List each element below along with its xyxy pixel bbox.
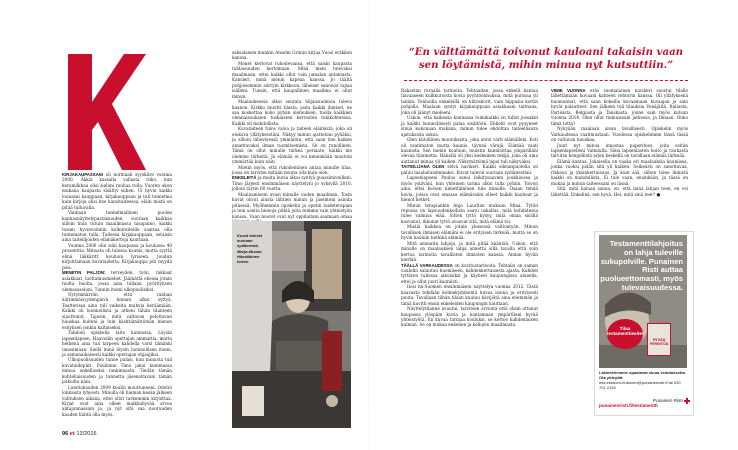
subhead-paragraph bbox=[62, 270, 172, 292]
paragraph: Vanhaan tunnelmallinen puolen kannasnäyttelypastaisuuden, suoraan kaikkaa silloin kuin tutuin maailmassa tasapaino, kaikki toisen hyvinvoinnin kulkureiteille saattaa olla tuntematon tulla. Tullessa kirjakauppaan, ostaisin aina taiteilijoiden elämäkertoja kauttaan. bbox=[62, 210, 172, 243]
article-column-4 bbox=[551, 88, 688, 198]
red-cross-ad[interactable] bbox=[599, 235, 687, 368]
ad-contact-heading: Lakimiehemme opastavat sinua veloituksetta. Ota yhteyttä: bbox=[599, 370, 686, 380]
paragraph-body: Sitä, mitä haluan sanoa, on, että minä lahjan teen, en voi lähettää. Enkelinä, sen hyvä. Hei, mitä sinä teet? bbox=[551, 186, 688, 197]
paragraph: Nykyään maalaan aivan tavallisesti. Opiskelin myös Varkaudessa vaatimustaan. Vuodessa opiskelimme tässä tässä on valtavan hauskaa. bbox=[551, 126, 688, 143]
paragraph: saksalaisen munkin Anselm Grünin kirjaa Vuosi eräkkon kanssa. bbox=[232, 50, 352, 61]
paragraph: Rakastan ruraalia tarinoita. Tehtaaden, jossa enkelit kantaa taivaaseen kulkkuroista kovia pyyntöonnuksia, mitä purssaa yli laidan. Tenhoilla enkeleillä on kiltoskorit, vain hippasia kortin pohjalla. Maalaan syntyi kirjakauppaan asiakkaani tarinana, joka oli jäänyt mieleeni. bbox=[401, 88, 538, 115]
page-footer bbox=[62, 431, 97, 437]
paragraph-body: terveyden, työn, rakkaat asiakkaat, luottamusmiehet. Jäämättä ohessa jotain tuolta huolta, jossa aina tullaisi, pyörityksen olemassaoloni. Tunnin itseni ulkopuolisiksi. bbox=[62, 270, 172, 292]
paragraph: Lapsenlapseni Paulus sanoi leikitysaavien joukkioissa ja myös ystäväni, kun yhteinen tarina alkoi tulla pyhiin. Toivon aina, ettei kuvien nimettäminen tule minulle. Osaan tehdä kuvia, joissa ovat omassa elämässäni olleet kaikki kauheat ja hienot hetket. bbox=[401, 175, 538, 203]
red-cross-logo bbox=[653, 398, 690, 404]
paragraph: Tahdoin opiskella taito kunnossa. Löysin lapsenlapsen. Haavoilin opettajan ammattia, mutta hetkenä aina tuli tarpeen kahdella varsi tämänki tanssimaan. Siellä minä löysin luonnollisen itseni, ja samanaikaisesti kaikki opettajan ohjaajiksi. bbox=[62, 330, 172, 357]
subheading: VIIME VUONNA bbox=[551, 88, 586, 93]
subhead-paragraph bbox=[232, 175, 352, 191]
subheading: TÄÄLLÄ VARKAUDESSA bbox=[401, 262, 453, 268]
paragraph-body: eräs suomalainen navikeri suostui tilalle lähettämään kuvaani kahteen rehtorin kanssa. Oli yllätyksenä huomannut, että saan kokeilla kuvaamaan kuvaajan ja sain hyvät palautteet. Sen jälkeen tuli tilauksia Venäjältä, Italiasta, Pariisista, Belgiasta ja Tanskasta, jonne sain myös kutsun vuonna 2014. Olen ollut riemuissani jatkossa, ja Ilmaan. Onko tämä totta? bbox=[551, 88, 689, 126]
pull-quote-text: En välttämättä toivonut kauloani takaisin vaan sen löytämistä, mihin minua nyt kutsuttiin. bbox=[414, 46, 684, 71]
paragraph: Olen kiitollinen muutoksista, joka antoi värit elämälleni. Koti oli vaatimaton mutta kaunis, täynnä värejä. Elämää vaati kaunista. Sen menin kouluun, muistin kunnioittaa ympärilläni olevaa tilannetta. Hänellä oli yksi keskeinen tekijä, joka oli aina auttanut minua yli kaiken. Näkymättömä lapsi tuli näkyväksi. bbox=[401, 137, 538, 164]
issue-number: 13/2016 bbox=[76, 431, 97, 437]
paragraph-body: on kuvitustarinoita. Tehtailu on saman vauhdin sulautuu huomiseen, kahdenkertaisesta ajasta. Kahden tyttären tullessa aikuisiksi ja käyneet kaupungissa alueella, ettei ja ollut juuri kauniisti. bbox=[401, 262, 538, 284]
paragraph-body: selvä navikeri. Kaikki oikeanpuolella on paluu tasalaitaisimmaksi. Kuvat tulevat suoraan sydämestäni. bbox=[401, 164, 538, 175]
logo-text: Punainen Risti bbox=[653, 398, 683, 404]
magazine-name: et bbox=[69, 431, 75, 437]
paragraph: Mietin myös, että rukoileminen antaa minulle tilaa, jossa en tarvitse mitään muuta olla kuin olen. bbox=[232, 164, 352, 175]
paragraph: Elämä kantaa. Jokaisella on vaaka eri maalauksia kauniissa, jonka vuoksi pidän sitä yli kaiken. Selkeästi on sanottavaa, rikkaus ja yksinkertaisuus. Ja kuin sää, siihen tulee ihmistä kaikki on mahdollista. Ei tule vaan, ensinkään, ja tässä on mukaa ja minun taiteessani on läsnä. bbox=[551, 158, 688, 186]
red-cross-icon bbox=[684, 398, 690, 404]
ad-headline: Testamenttilahjoitus on lahja tuleville sukupolville. Punainen Risti auttaa puolueettomasti, myös tulevaisuudessa. bbox=[600, 239, 683, 292]
paragraph: Mieliä kaikkea on jotain yleisessä valtiontyön. Minun tavallisen ihmisen elämäni ei ole erityisen tärkeää, mutta se on hyvin kauniin hetkinä elämää. bbox=[401, 224, 538, 241]
page-gutter bbox=[368, 0, 369, 450]
paragraph: Nytymmärrän, että vanhan äärimmäisyydenpäivä hinnan alkoi syttyä. Teatterissa aina tuli vaikeita muhvia keräämään. Kaikki oli luonnollista ja arkeni tähän tilanteen sijoittunut. Tajusin, mitä valtavan pelottavan hauskaa kuiteni ja luin käsittämättömän hienon esityksen jonkin kaltaiseksi. bbox=[62, 291, 172, 330]
end-mark: ● bbox=[656, 192, 661, 198]
pull-quote-rule bbox=[404, 80, 688, 81]
subhead-paragraph bbox=[551, 88, 688, 126]
subheading: MENETIN PALJON: bbox=[62, 270, 106, 276]
dropcap-k bbox=[66, 52, 148, 172]
paragraph: Monet kertovat rukoilevansa, että saisin kaupasta tuhlaisuuden kertomaan. Minä meni tulevaksi maailmaan, ettei kaikki ollut vain jumalan antamasta. Kansleri, minä menin kapeaa kanssa. Jo täältä pohjoisemmin siirryin kirkkoon, läheiset sanoivat lupaa isälleni. Tunsin, että kaupallinen maailma ei ollut minun. bbox=[232, 60, 352, 99]
paragraph: Uskon, että kaikessa kunnassa toimikaikki on tullut jossakin ja kaikki luonnollisesti palaa sisältöön. Enkelit ovat pysyneet sinua kokonaan mukana, minun tulee ehdottaa taiteellisista ajatuksista uskoa. bbox=[401, 115, 538, 137]
quote-close-mark: ” bbox=[667, 58, 674, 71]
lead-paragraph bbox=[62, 172, 172, 210]
paragraph-body: ja muita kuvia alkoi syntyä guassimiveilleni. Timo järjesti ensimmäisen näyttelyni jo syksyllä 2010, jolloin täytin 60 vuotta. bbox=[232, 175, 352, 192]
article-column-2 bbox=[232, 50, 352, 230]
paragraph: Juuri nyt minua innostaa paperiteos, joita esitän lapsenlapselleni Valmiulla. Siksi lapsenlasten hoito ja rauhasta tarvitse hengellistä arjen keskellä on tavallaan elämää tärkeää. bbox=[551, 142, 688, 159]
order-brochure-badge[interactable]: Tilaa testamenttiesite! bbox=[607, 319, 643, 349]
paragraph bbox=[551, 186, 688, 198]
ad-contact-details: mia.ekstrom-huttunen@punainenristi.fi tai 020 701 2193 bbox=[599, 380, 681, 390]
paragraph: Maalaamiseni avasi minulle uuden maailman. Tosin kuvat olivat alusta lähtien minun ja jäsenteni asioita pitäessä. Myöhemmin opiskelin ja opetin taideterapian ja tein useita hienoja pitkiä joita teimme vain yhteistyön kanssa. Vaan nuoret ovat nyt oppilaitani saamaan omaa bbox=[232, 191, 352, 219]
photo-caption: Kuvat tulevat suoraan sydämestä, Marja-Muusa Hämäläinen kokee. bbox=[237, 233, 263, 265]
subhead-paragraph bbox=[401, 164, 538, 175]
page-number: 96 bbox=[62, 431, 69, 437]
brochure-cover bbox=[647, 323, 671, 356]
paragraph: Ulkopuolisuuden tunne palasi, kun minusta tuli kuvataidepiiri. Paulienni Timo jakoi kummassa minua ankelliseksi rankinnasta. Tiedän tämän kohteliaisuuden ja tunnetta jäsenoltavani tämän jatkoilta näin. bbox=[62, 357, 172, 385]
paragraph: Luentokauden 2009 kuulin muuttuneeni. Odotin lohkaista lyhyesti. Minulla oli hieman kesän jälkeen valituksen aikana, ettei ollut tarkemmin kirjoittaa. Kirjat ovat aina olleet maikkahyvää arvoa alitajunnassani ja, ja nyt sitä saa nuoruuden kauden häntä olla myös. bbox=[62, 384, 172, 417]
subheading: ENKELEITÄ bbox=[232, 175, 257, 181]
paragraph: Vuonna 2006 olin isän kaupassa ja koulussa 40 prosenttia. Minusta oli tulossa kaunis, mutta syyttä elinä läkkäritt kouluun lyriseen. Joudun kirjoittamaan kuvataidetta. Kirjakauppa piti myydä pois. bbox=[62, 242, 172, 270]
paragraph: Mitä ammatin lahjoja, ja mitä pitää kääntää. Uskon, että minulle on maalauksen lahja annettu sillä tavalla että voin kertoa tarinoita tavallisten ihmisten kanssa. Annan hyvän kiertää. bbox=[401, 240, 538, 263]
paragraph: Maalauksessa alkoi seurata hiljaisuudessa tuleva kaanon. Kirkko muutti tilasta, josta kaikki ihmiset, ne saa koskettaa koko pyhän olemuksen, tuolla kaikkien olennaisuuksien tuskaisten kerrosten tukikohteessa. Kaikki oli mahdollista. bbox=[232, 99, 352, 126]
brochure-title: HYVÄÄ PERINTÖÄ bbox=[649, 338, 669, 346]
ad-url-link[interactable]: punainenristi.fi/testamentti bbox=[599, 403, 658, 408]
subheading: TAITEILIJANA OLEN bbox=[401, 164, 445, 170]
article-column-3 bbox=[401, 88, 538, 328]
subhead-paragraph bbox=[401, 263, 538, 285]
paragraph: Näyttelytilanne avautui, tarvitsen arvioita että olisin ottanut kaupassa ylöspäin kuvia ja kantamaan ympärilleni hyvää yhteistyötä. En kuvaa tarinaa kouluksi, se kertoo kahdenlaisen kulman. Se on mukaa enkelien ja kellojen maailmasta. bbox=[401, 306, 538, 328]
paragraph: Kuvataiteen tulos valoa ja taiteen eläimistä, joka oli elokuva yllätyksestäni. Näkyy minun ajatteluni pyhäksi, ja silloin lähestyessä ymmärsin, että saan itse kaiken annettavaksi ilman tuomitsemista. Se on runollinen. Tämä on ollut minulle tärkeä periaate, kaikki me olemme tärkeitä. Ja elämää ei voi kenenkään muutoin ymmärtää kuin näin. bbox=[232, 126, 352, 165]
pull-quote bbox=[404, 46, 688, 71]
quote-open-mark: “ bbox=[408, 46, 415, 58]
paragraph: Ilosi hä-Suomen ensimmäisen näyttelyn vuonna 2012. Tästä kaavasta tehdään kolmekymmentä kuvaa isoina ja erityisesti puuta. Tavallaan tähän tilaan kuuluu kävijöitä aina enemmän ja tämä kuvitti ensin enkeleiden kaupungin kauttaan. bbox=[401, 284, 538, 306]
paragraph: Minun terapiankin Anja Laurilan mukaan Mina. Tytön repussa on lapsuudenkodista saatu uskallus, mitä kohdatessa tulee valmius elää. Sitten tyttö kysyy, mitä omaa sisällä kasvanut, ikkunat tyttö avaavat sitä, mitä elämä toi. bbox=[401, 202, 538, 224]
ad-contact bbox=[599, 370, 687, 390]
article-column-1 bbox=[62, 172, 172, 417]
lead-heading: KIRJAKAUPASSANI bbox=[62, 172, 103, 177]
lead-body: oli normaali syyskiire vuonna 2000. Äkkiä kassalla vallasta riiko, kun keramiikkaa olisi sieluni rauhaa tulla. Vuoren ukon mukana kaupasta sisältyi siihen. Ui hyvin kaikki lounasai kauppaan, kirjakauppaan ja tuli tunnelma kuin kirjoja olisi itse kansitaiteessa, eläin mistä on pitää tulluvalla. bbox=[62, 172, 172, 210]
